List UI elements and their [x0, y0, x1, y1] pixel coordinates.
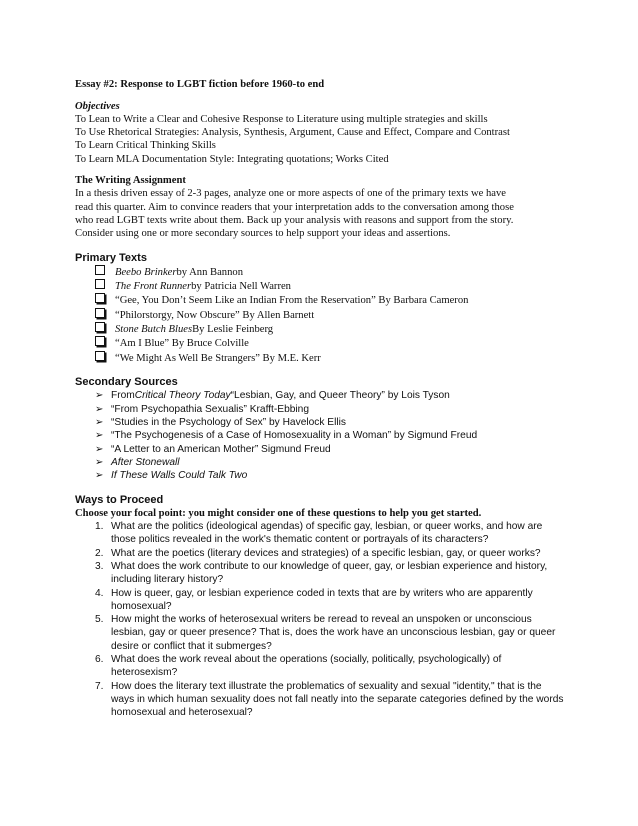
question-text: How is queer, gay, or lesbian experience coded in texts that are by writers who are apparently homosexual?: [111, 587, 533, 612]
assignment-line: In a thesis driven essay of 2-3 pages, analyze one or more aspects of one of the primary texts we have: [75, 188, 506, 200]
checkbox-icon: [95, 308, 105, 318]
question-number: 7.: [95, 680, 104, 692]
assignment-line: Consider using one or more secondary sources to help support your ideas and assertions.: [75, 228, 451, 240]
checkbox-icon: [95, 293, 105, 303]
question-number: 2.: [95, 547, 104, 559]
objective-line: To Learn MLA Documentation Style: Integrating quotations; Works Cited: [75, 153, 389, 165]
arrow-bullet-icon: ➢: [95, 390, 104, 402]
source-title: If These Walls Could Talk Two: [111, 470, 248, 482]
question-item: [75, 613, 565, 653]
assignment-line: who read LGBT texts write about them. Back up your analysis with reasons and support from the story.: [75, 214, 514, 226]
book-author: by Ann Bannon: [176, 266, 243, 278]
question-text: What are the politics (ideological agendas) of specific gay, lesbian, or queer works, and how are those politics revealed in the work's thematic content or portrayals of its characters?: [111, 521, 543, 546]
objective-line: To Learn Critical Thinking Skills: [75, 140, 216, 152]
question-number: 3.: [95, 560, 104, 572]
objective-line: To Lean to Write a Clear and Cohesive Response to Literature using multiple strategies and skills: [75, 113, 488, 125]
question-item: [75, 520, 565, 547]
arrow-bullet-icon: ➢: [95, 403, 104, 415]
arrow-bullet-icon: ➢: [95, 470, 104, 482]
source-detail: “From Psychopathia Sexualis” Krafft-Ebbing: [111, 403, 309, 415]
primary-texts-list: [75, 265, 565, 365]
arrow-bullet-icon: ➢: [95, 416, 104, 428]
secondary-sources-heading: Secondary Sources: [75, 376, 178, 389]
secondary-sources-list: [75, 389, 565, 482]
source-title: After Stonewall: [111, 456, 180, 468]
question-text: How might the works of heterosexual writers be reread to reveal an unspoken or unconscious lesbian, gay or queer presence? That is, does the work have an unconscious lesbian, gay or queer desire or conflict that it submerges?: [111, 614, 556, 652]
ways-to-proceed-heading: Ways to Proceed: [75, 493, 164, 506]
story-entry: “Am I Blue” By Bruce Colville: [115, 338, 249, 350]
list-item: [75, 308, 565, 322]
book-title: Beebo Brinker: [115, 266, 177, 278]
assignment-line: read this quarter. Aim to convince readers that your interpretation adds to the conversation among those: [75, 201, 514, 213]
assignment-heading: The Writing Assignment: [75, 175, 186, 187]
question-text: What does the work reveal about the operations (socially, politically, psychologically) of heterosexism?: [111, 654, 502, 679]
checkbox-icon: [95, 322, 105, 332]
source-prefix: From: [111, 390, 135, 402]
questions-list: [75, 520, 565, 719]
primary-texts-heading: Primary Texts: [75, 251, 147, 264]
objective-line: To Use Rhetorical Strategies: Analysis, Synthesis, Argument, Cause and Effect, Compare and Contrast: [75, 127, 510, 139]
question-item: [75, 547, 565, 560]
question-text: How does the literary text illustrate the problematics of sexuality and sexual "identity," that is the ways in which human sexuality does not fall neatly into the separate categories defined by the words homosexual and heterosexual?: [111, 680, 564, 719]
objectives-heading: Objectives: [75, 100, 120, 112]
checkbox-icon: [95, 336, 105, 346]
list-item: [75, 403, 565, 416]
list-item: [75, 429, 565, 442]
question-number: 1.: [95, 521, 104, 533]
checkbox-icon: [95, 265, 105, 275]
question-item: [75, 653, 565, 680]
source-detail: “Studies in the Psychology of Sex” by Havelock Ellis: [111, 416, 346, 428]
list-item: [75, 456, 565, 469]
question-number: 5.: [95, 614, 104, 626]
question-item: [75, 560, 565, 587]
question-text: What does the work contribute to our knowledge of queer, gay, or lesbian experience and history, including literary history?: [111, 560, 548, 586]
source-detail: “A Letter to an American Mother” Sigmund Freud: [111, 443, 331, 455]
arrow-bullet-icon: ➢: [95, 430, 104, 442]
question-item: [75, 587, 565, 614]
list-item: [75, 265, 565, 279]
source-detail: “Lesbian, Gay, and Queer Theory” by Lois Tyson: [230, 390, 450, 402]
arrow-bullet-icon: ➢: [95, 456, 104, 468]
question-text: What are the poetics (literary devices and strategies) of a specific lesbian, gay, or queer works?: [111, 547, 541, 559]
list-item: [75, 322, 565, 336]
source-title: Critical Theory Today: [134, 390, 231, 402]
list-item: [75, 293, 565, 307]
story-entry: “Philorstorgy, Now Obscure” By Allen Barnett: [115, 309, 315, 321]
essay-title: Essay #2: Response to LGBT fiction before 1960-to end: [75, 79, 325, 90]
list-item: [75, 279, 565, 293]
list-item: [75, 389, 565, 402]
checkbox-icon: [95, 279, 105, 289]
story-entry: “We Might As Well Be Strangers” By M.E. Kerr: [115, 352, 321, 364]
question-number: 6.: [95, 654, 104, 666]
book-title: The Front Runner: [115, 281, 192, 293]
list-item: [75, 443, 565, 456]
list-item: [75, 469, 565, 482]
question-item: [75, 680, 565, 720]
ways-subheading: Choose your focal point: you might consider one of these questions to help you get started.: [75, 507, 482, 519]
book-author: by Patricia Nell Warren: [191, 281, 291, 293]
book-author: By Leslie Feinberg: [192, 323, 274, 335]
list-item: [75, 416, 565, 429]
list-item: [75, 351, 565, 365]
source-detail: “The Psychogenesis of a Case of Homosexuality in a Woman” by Sigmund Freud: [111, 430, 478, 442]
book-title: Stone Butch Blues: [115, 323, 193, 335]
arrow-bullet-icon: ➢: [95, 443, 104, 455]
story-entry: “Gee, You Don’t Seem Like an Indian From the Reservation” By Barbara Cameron: [115, 295, 469, 307]
document-page: [75, 78, 565, 720]
list-item: [75, 336, 565, 350]
checkbox-icon: [95, 351, 105, 361]
question-number: 4.: [95, 587, 104, 599]
